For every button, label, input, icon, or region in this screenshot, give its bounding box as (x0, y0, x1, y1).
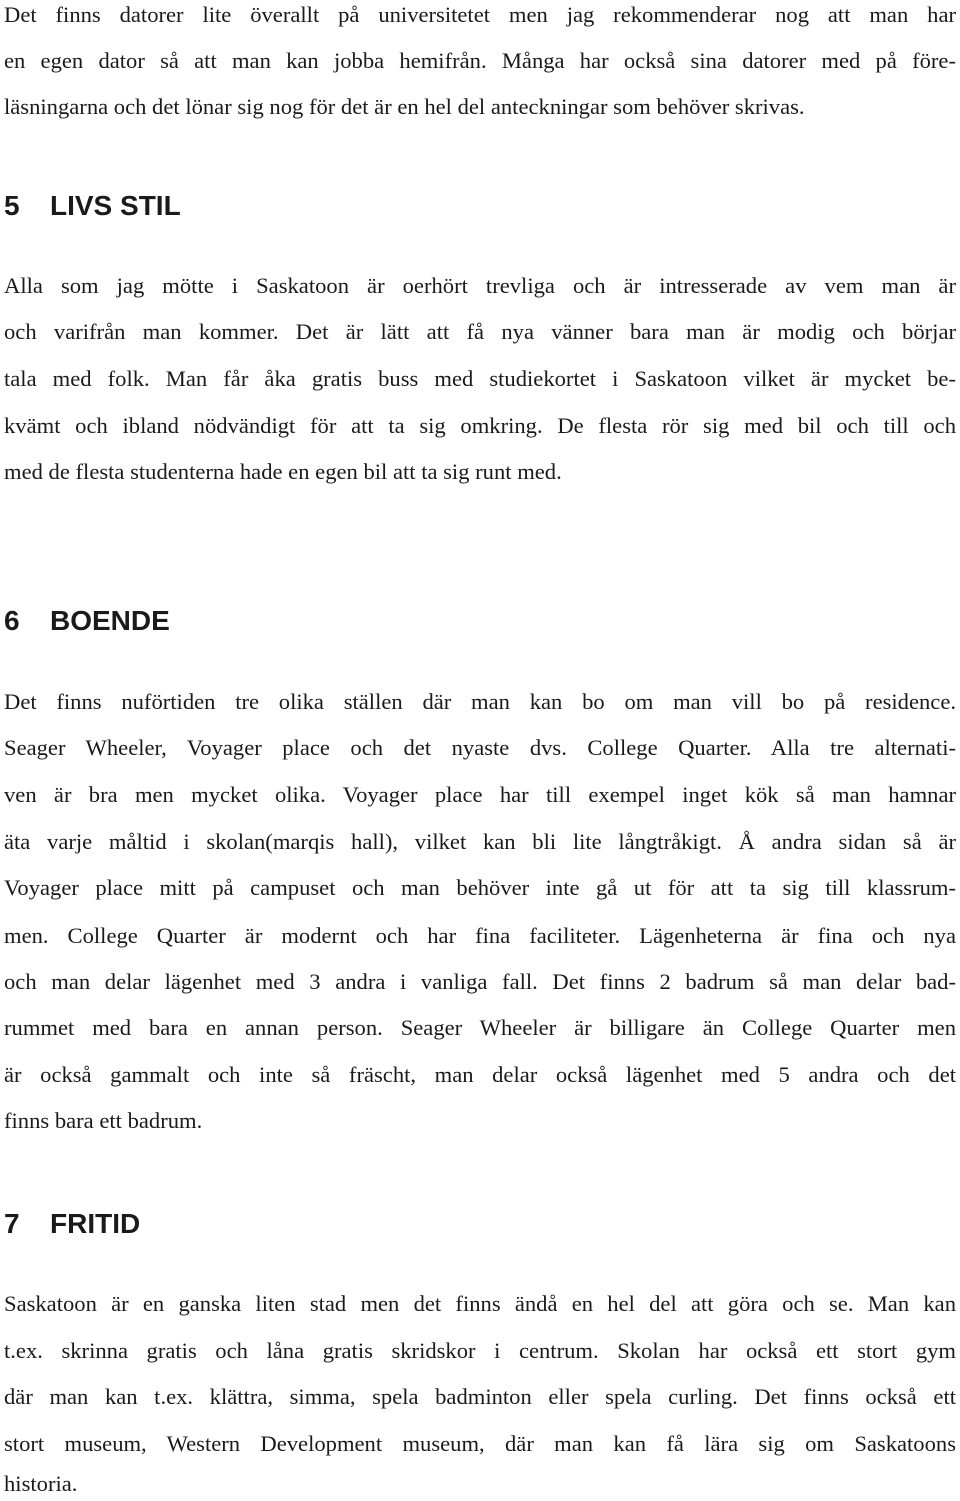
paragraph-line: kvämt och ibland nödvändigt för att ta sig omkring. De flesta rör sig med bil och till och (4, 413, 956, 438)
paragraph-line: Saskatoon är en ganska liten stad men det finns ändå en hel del att göra och se. Man kan (4, 1291, 956, 1316)
paragraph-line: men. College Quarter är modernt och har fina faciliteter. Lägenheterna är fina och nya (4, 923, 956, 948)
section-number: 6 (4, 605, 20, 636)
paragraph-line: Det finns datorer lite överallt på universitetet men jag rekommenderar nog att man har (4, 2, 956, 27)
paragraph-line: Det finns nuförtiden tre olika ställen där man kan bo om man vill bo på residence. (4, 689, 956, 714)
paragraph-line: finns bara ett badrum. (4, 1108, 203, 1133)
paragraph-line: Seager Wheeler, Voyager place och det nyaste dvs. College Quarter. Alla tre alternati- (4, 735, 956, 760)
paragraph-line: med de flesta studenterna hade en egen bil att ta sig runt med. (4, 459, 562, 484)
paragraph-line: läsningarna och det lönar sig nog för det är en hel del anteckningar som behöver skrivas. (4, 94, 805, 119)
paragraph-line: och man delar lägenhet med 3 andra i vanliga fall. Det finns 2 badrum så man delar bad- (4, 969, 956, 994)
paragraph-line: och varifrån man kommer. Det är lätt att få nya vänner bara man är modig och börjar (4, 319, 956, 344)
section-title: LIVS STIL (50, 190, 181, 221)
paragraph-line: äta varje måltid i skolan(marqis hall), vilket kan bli lite långtråkigt. Å andra sidan så är (4, 829, 956, 854)
section-heading (4, 1207, 140, 1241)
paragraph-line: stort museum, Western Development museum, där man kan få lära sig om Saskatoons (4, 1431, 956, 1456)
paragraph-line: t.ex. skrinna gratis och låna gratis skridskor i centrum. Skolan har också ett stort gym (4, 1338, 956, 1363)
section-heading (4, 189, 181, 223)
section-title: BOENDE (50, 605, 170, 636)
paragraph-line: rummet med bara en annan person. Seager Wheeler är billigare än College Quarter men (4, 1015, 956, 1040)
paragraph-line: historia. (4, 1471, 78, 1496)
section-title: FRITID (50, 1208, 141, 1239)
paragraph-line: en egen dator så att man kan jobba hemifrån. Många har också sina datorer med på före- (4, 48, 956, 73)
paragraph-line: Voyager place mitt på campuset och man behöver inte gå ut för att ta sig till klassrum- (4, 875, 956, 900)
paragraph-line: tala med folk. Man får åka gratis buss med studiekortet i Saskatoon vilket är mycket be- (4, 366, 956, 391)
section-number: 5 (4, 190, 20, 221)
paragraph-line: där man kan t.ex. klättra, simma, spela badminton eller spela curling. Det finns också ett (4, 1384, 956, 1409)
section-number: 7 (4, 1208, 20, 1239)
paragraph-line: Alla som jag mötte i Saskatoon är oerhört trevliga och är intresserade av vem man är (4, 273, 956, 298)
paragraph-line: ven är bra men mycket olika. Voyager place har till exempel inget kök så man hamnar (4, 782, 956, 807)
paragraph-line: är också gammalt och inte så fräscht, man delar också lägenhet med 5 andra och det (4, 1062, 956, 1087)
section-heading (4, 604, 170, 638)
